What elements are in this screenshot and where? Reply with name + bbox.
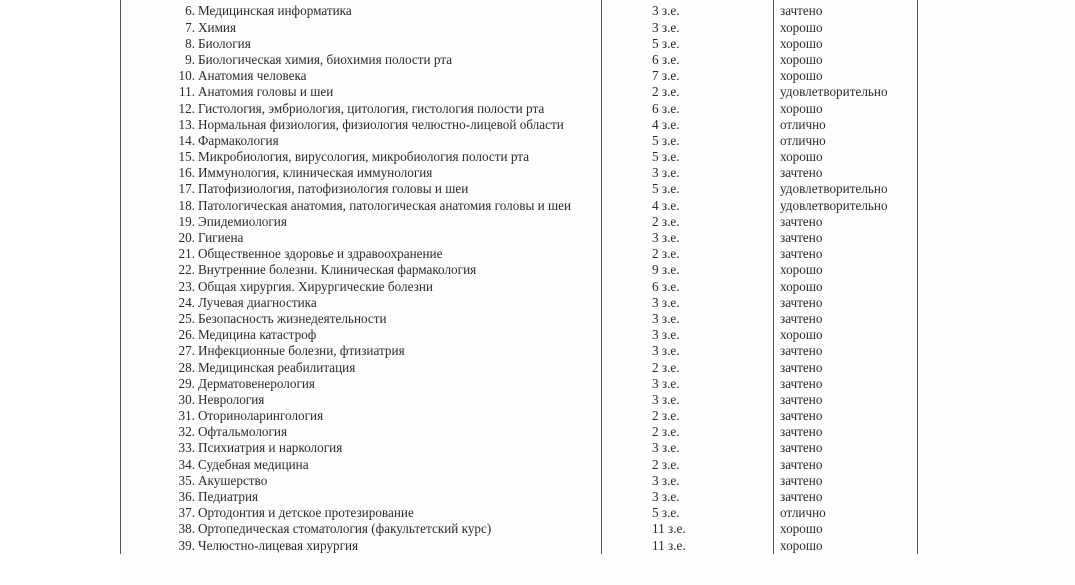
credits-value: 2 з.е. xyxy=(652,84,680,100)
table-row xyxy=(121,117,918,133)
grade-cell xyxy=(774,52,918,68)
subject-cell xyxy=(121,424,602,440)
grade-value: зачтено xyxy=(780,424,823,440)
grade-value: отлично xyxy=(780,505,826,521)
subject-cell xyxy=(121,278,602,294)
subject-cell xyxy=(121,181,602,197)
row-number: 14. xyxy=(178,132,195,148)
credits-cell xyxy=(602,3,774,19)
subject-cell xyxy=(121,133,602,149)
table-row xyxy=(121,505,918,521)
table-row xyxy=(121,343,918,359)
credits-cell xyxy=(602,343,774,359)
credits-value: 3 з.е. xyxy=(652,327,680,343)
credits-cell xyxy=(602,84,774,100)
subject-cell xyxy=(121,359,602,375)
row-number: 35. xyxy=(178,472,195,488)
credits-value: 9 з.е. xyxy=(652,262,680,278)
row-number: 25. xyxy=(178,310,195,326)
credits-value: 5 з.е. xyxy=(652,505,680,521)
subject-cell xyxy=(121,3,602,19)
credits-cell xyxy=(602,521,774,537)
row-number: 37. xyxy=(178,505,195,521)
table-row xyxy=(121,327,918,343)
table-row xyxy=(121,376,918,392)
grade-cell xyxy=(774,505,918,521)
table-row xyxy=(121,52,918,68)
subject-cell xyxy=(121,327,602,343)
subject-name: Микробиология, вирусология, микробиология полости рта xyxy=(198,149,530,165)
credits-value: 6 з.е. xyxy=(652,51,680,67)
grade-cell xyxy=(774,19,918,35)
subject-name: Фармакология xyxy=(198,132,279,148)
grade-cell xyxy=(774,3,918,19)
table-row xyxy=(121,473,918,489)
grade-value: хорошо xyxy=(780,100,823,116)
credits-cell xyxy=(602,230,774,246)
credits-value: 4 з.е. xyxy=(652,116,680,132)
credits-cell xyxy=(602,456,774,472)
row-number: 36. xyxy=(178,489,195,504)
subject-name: Биология xyxy=(198,35,251,51)
table-row xyxy=(121,521,918,537)
row-number: 9. xyxy=(185,51,195,67)
grade-cell xyxy=(774,165,918,181)
table-row xyxy=(121,84,918,100)
row-number: 33. xyxy=(178,440,195,456)
grade-value: зачтено xyxy=(780,310,823,326)
credits-value: 2 з.е. xyxy=(652,246,680,262)
grade-cell xyxy=(774,149,918,165)
table-row xyxy=(121,278,918,294)
subject-cell xyxy=(121,456,602,472)
row-number: 11. xyxy=(179,84,195,100)
row-number: 23. xyxy=(178,278,195,294)
table-row xyxy=(121,19,918,35)
subject-cell xyxy=(121,52,602,68)
credits-value: 6 з.е. xyxy=(652,278,680,294)
subject-name: Общественное здоровье и здравоохранение xyxy=(198,246,443,262)
subject-name: Педиатрия xyxy=(198,489,259,504)
row-number: 16. xyxy=(178,165,195,181)
subject-name: Безопасность жизнедеятельности xyxy=(198,310,387,326)
credits-cell xyxy=(602,262,774,278)
credits-cell xyxy=(602,197,774,213)
grade-value: зачтено xyxy=(780,294,823,310)
table-row xyxy=(121,408,918,424)
subject-cell xyxy=(121,473,602,489)
credits-value: 3 з.е. xyxy=(652,472,680,488)
table-row xyxy=(121,3,918,19)
subject-name: Челюстно-лицевая хирургия xyxy=(198,537,359,553)
grade-cell xyxy=(774,214,918,230)
credits-value: 3 з.е. xyxy=(652,489,680,504)
row-number: 32. xyxy=(178,424,195,440)
grade-value: хорошо xyxy=(780,51,823,67)
grade-cell xyxy=(774,230,918,246)
grade-value: зачтено xyxy=(780,456,823,472)
grade-cell xyxy=(774,68,918,84)
table-row xyxy=(121,149,918,165)
grade-cell xyxy=(774,456,918,472)
credits-cell xyxy=(602,537,774,553)
grades-table-body xyxy=(121,0,918,554)
grade-cell xyxy=(774,440,918,456)
row-number: 31. xyxy=(178,408,195,424)
subject-cell xyxy=(121,505,602,521)
subject-cell xyxy=(121,197,602,213)
subject-cell xyxy=(121,84,602,100)
grade-value: зачтено xyxy=(780,440,823,456)
subject-cell xyxy=(121,36,602,52)
subject-cell xyxy=(121,149,602,165)
table-row xyxy=(121,359,918,375)
table-row xyxy=(121,295,918,311)
grade-cell xyxy=(774,84,918,100)
credits-value: 11 з.е. xyxy=(652,537,686,553)
row-number: 39. xyxy=(178,537,195,553)
table-row xyxy=(121,165,918,181)
grade-value: зачтено xyxy=(780,230,823,245)
credits-cell xyxy=(602,327,774,343)
grade-value: зачтено xyxy=(780,408,823,424)
credits-cell xyxy=(602,133,774,149)
credits-value: 3 з.е. xyxy=(652,310,680,326)
grade-value: зачтено xyxy=(780,359,823,375)
grades-table-wrap xyxy=(120,0,910,585)
row-number: 29. xyxy=(178,375,195,391)
grade-value: хорошо xyxy=(780,35,823,51)
credits-value: 2 з.е. xyxy=(652,424,680,440)
row-number: 10. xyxy=(178,68,195,84)
table-row xyxy=(121,36,918,52)
grade-cell xyxy=(774,311,918,327)
subject-name: Психиатрия и наркология xyxy=(198,440,343,456)
grade-cell xyxy=(774,521,918,537)
subject-cell xyxy=(121,214,602,230)
grade-cell xyxy=(774,36,918,52)
credits-cell xyxy=(602,408,774,424)
subject-name: Химия xyxy=(198,19,237,35)
row-number: 6. xyxy=(185,3,195,19)
grade-value: зачтено xyxy=(780,391,823,407)
subject-name: Судебная медицина xyxy=(198,456,309,472)
grade-cell xyxy=(774,376,918,392)
credits-value: 5 з.е. xyxy=(652,35,680,51)
credits-cell xyxy=(602,473,774,489)
grade-cell xyxy=(774,197,918,213)
grade-value: удовлетворительно xyxy=(780,181,888,197)
subject-name: Биологическая химия, биохимия полости рта xyxy=(198,51,453,67)
grade-cell xyxy=(774,278,918,294)
row-number: 21. xyxy=(178,246,195,262)
row-number: 19. xyxy=(178,213,195,229)
credits-cell xyxy=(602,165,774,181)
subject-name: Неврология xyxy=(198,391,265,407)
subject-cell xyxy=(121,489,602,505)
grade-cell xyxy=(774,327,918,343)
grade-cell xyxy=(774,100,918,116)
credits-cell xyxy=(602,359,774,375)
grade-value: удовлетворительно xyxy=(780,84,888,100)
grade-cell xyxy=(774,473,918,489)
grade-cell xyxy=(774,133,918,149)
credits-cell xyxy=(602,181,774,197)
row-number: 12. xyxy=(178,100,195,116)
grade-value: зачтено xyxy=(780,343,823,359)
subject-cell xyxy=(121,262,602,278)
grade-cell xyxy=(774,424,918,440)
table-row xyxy=(121,311,918,327)
credits-cell xyxy=(602,52,774,68)
grade-value: зачтено xyxy=(780,472,823,488)
subject-cell xyxy=(121,19,602,35)
credits-value: 3 з.е. xyxy=(652,343,680,359)
credits-cell xyxy=(602,392,774,408)
subject-cell xyxy=(121,165,602,181)
subject-name: Нормальная физиология, физиология челюстно-лицевой области xyxy=(198,116,564,132)
table-row xyxy=(121,489,918,505)
credits-cell xyxy=(602,311,774,327)
credits-cell xyxy=(602,100,774,116)
credits-cell xyxy=(602,68,774,84)
subject-cell xyxy=(121,392,602,408)
grade-cell xyxy=(774,295,918,311)
row-number: 38. xyxy=(178,521,195,537)
subject-name: Патологическая анатомия, патологическая анатомия головы и шеи xyxy=(198,197,572,213)
table-row xyxy=(121,100,918,116)
credits-cell xyxy=(602,376,774,392)
grade-cell xyxy=(774,117,918,133)
grade-cell xyxy=(774,262,918,278)
table-row xyxy=(121,246,918,262)
credits-cell xyxy=(602,149,774,165)
subject-cell xyxy=(121,295,602,311)
subject-cell xyxy=(121,537,602,553)
row-number: 28. xyxy=(178,359,195,375)
credits-value: 5 з.е. xyxy=(652,149,680,165)
subject-name: Лучевая диагностика xyxy=(198,294,317,310)
credits-value: 11 з.е. xyxy=(652,521,686,537)
subject-cell xyxy=(121,68,602,84)
credits-cell xyxy=(602,117,774,133)
grades-table xyxy=(120,0,918,554)
row-number: 8. xyxy=(185,35,195,51)
subject-name: Ортодонтия и детское протезирование xyxy=(198,505,414,521)
grade-cell xyxy=(774,408,918,424)
credits-cell xyxy=(602,295,774,311)
grade-value: удовлетворительно xyxy=(780,197,888,213)
grade-value: зачтено xyxy=(780,213,823,229)
subject-name: Патофизиология, патофизиология головы и шеи xyxy=(198,181,469,197)
table-row xyxy=(121,440,918,456)
credits-value: 3 з.е. xyxy=(652,440,680,456)
subject-name: Ортопедическая стоматология (факультетский курс) xyxy=(198,521,492,537)
grade-value: хорошо xyxy=(780,521,823,537)
subject-name: Гигиена xyxy=(198,230,244,245)
table-row xyxy=(121,392,918,408)
credits-cell xyxy=(602,19,774,35)
row-number: 34. xyxy=(178,456,195,472)
grade-cell xyxy=(774,359,918,375)
table-row xyxy=(121,68,918,84)
grade-cell xyxy=(774,181,918,197)
row-number: 26. xyxy=(178,327,195,343)
subject-name: Эпидемиология xyxy=(198,213,287,229)
credits-cell xyxy=(602,489,774,505)
table-row xyxy=(121,424,918,440)
credits-cell xyxy=(602,505,774,521)
credits-cell xyxy=(602,440,774,456)
table-row xyxy=(121,262,918,278)
subject-name: Внутренние болезни. Клиническая фармакология xyxy=(198,262,477,278)
credits-cell xyxy=(602,424,774,440)
credits-value: 5 з.е. xyxy=(652,132,680,148)
credits-value: 2 з.е. xyxy=(652,456,680,472)
grade-value: отлично xyxy=(780,116,826,132)
credits-value: 3 з.е. xyxy=(652,294,680,310)
row-number: 22. xyxy=(178,262,195,278)
credits-value: 7 з.е. xyxy=(652,68,680,84)
credits-value: 4 з.е. xyxy=(652,197,680,213)
grade-value: зачтено xyxy=(780,246,823,262)
row-number: 17. xyxy=(178,181,195,197)
subject-name: Оториноларингология xyxy=(198,408,324,424)
grade-cell xyxy=(774,343,918,359)
table-row xyxy=(121,181,918,197)
table-row xyxy=(121,230,918,246)
credits-cell xyxy=(602,36,774,52)
grade-value: отлично xyxy=(780,132,826,148)
credits-value: 2 з.е. xyxy=(652,359,680,375)
subject-name: Дерматовенерология xyxy=(198,375,315,391)
credits-value: 5 з.е. xyxy=(652,181,680,197)
credits-cell xyxy=(602,278,774,294)
subject-cell xyxy=(121,343,602,359)
grade-value: зачтено xyxy=(780,165,823,181)
credits-value: 3 з.е. xyxy=(652,230,680,245)
subject-name: Офтальмология xyxy=(198,424,288,440)
table-row xyxy=(121,133,918,149)
table-row xyxy=(121,197,918,213)
row-number: 7. xyxy=(185,19,195,35)
subject-name: Медицинская реабилитация xyxy=(198,359,356,375)
subject-name: Иммунология, клиническая иммунология xyxy=(198,165,433,181)
table-row xyxy=(121,456,918,472)
subject-cell xyxy=(121,311,602,327)
grade-value: зачтено xyxy=(780,3,823,19)
subject-cell xyxy=(121,521,602,537)
subject-cell xyxy=(121,408,602,424)
row-number: 13. xyxy=(178,116,195,132)
grade-value: хорошо xyxy=(780,262,823,278)
credits-value: 3 з.е. xyxy=(652,19,680,35)
grade-value: хорошо xyxy=(780,149,823,165)
subject-cell xyxy=(121,440,602,456)
subject-name: Инфекционные болезни, фтизиатрия xyxy=(198,343,405,359)
grade-value: хорошо xyxy=(780,537,823,553)
row-number: 15. xyxy=(178,149,195,165)
subject-name: Гистология, эмбриология, цитология, гистология полости рта xyxy=(198,100,545,116)
credits-value: 2 з.е. xyxy=(652,213,680,229)
row-number: 30. xyxy=(178,391,195,407)
subject-cell xyxy=(121,100,602,116)
subject-cell xyxy=(121,376,602,392)
subject-name: Медицина катастроф xyxy=(198,327,317,343)
subject-cell xyxy=(121,246,602,262)
row-number: 20. xyxy=(178,230,195,245)
grade-value: хорошо xyxy=(780,278,823,294)
grade-value: хорошо xyxy=(780,327,823,343)
row-number: 27. xyxy=(178,343,195,359)
credits-value: 6 з.е. xyxy=(652,100,680,116)
row-number: 24. xyxy=(178,294,195,310)
subject-name: Медицинская информатика xyxy=(198,3,352,19)
table-row xyxy=(121,537,918,553)
credits-value: 3 з.е. xyxy=(652,165,680,181)
grade-cell xyxy=(774,489,918,505)
subject-cell xyxy=(121,230,602,246)
grade-cell xyxy=(774,392,918,408)
grade-value: хорошо xyxy=(780,19,823,35)
credits-value: 3 з.е. xyxy=(652,391,680,407)
credits-cell xyxy=(602,214,774,230)
grade-value: зачтено xyxy=(780,489,823,504)
grade-cell xyxy=(774,246,918,262)
credits-cell xyxy=(602,246,774,262)
credits-value: 3 з.е. xyxy=(652,3,680,19)
row-number: 18. xyxy=(178,197,195,213)
subject-cell xyxy=(121,117,602,133)
grade-value: хорошо xyxy=(780,68,823,84)
grade-cell xyxy=(774,537,918,553)
subject-name: Анатомия головы и шеи xyxy=(198,84,334,100)
credits-value: 3 з.е. xyxy=(652,375,680,391)
page-margin xyxy=(0,0,120,585)
subject-name: Акушерство xyxy=(198,472,268,488)
subject-name: Общая хирургия. Хирургические болезни xyxy=(198,278,433,294)
credits-value: 2 з.е. xyxy=(652,408,680,424)
subject-name: Анатомия человека xyxy=(198,68,307,84)
grade-value: зачтено xyxy=(780,375,823,391)
table-row xyxy=(121,214,918,230)
